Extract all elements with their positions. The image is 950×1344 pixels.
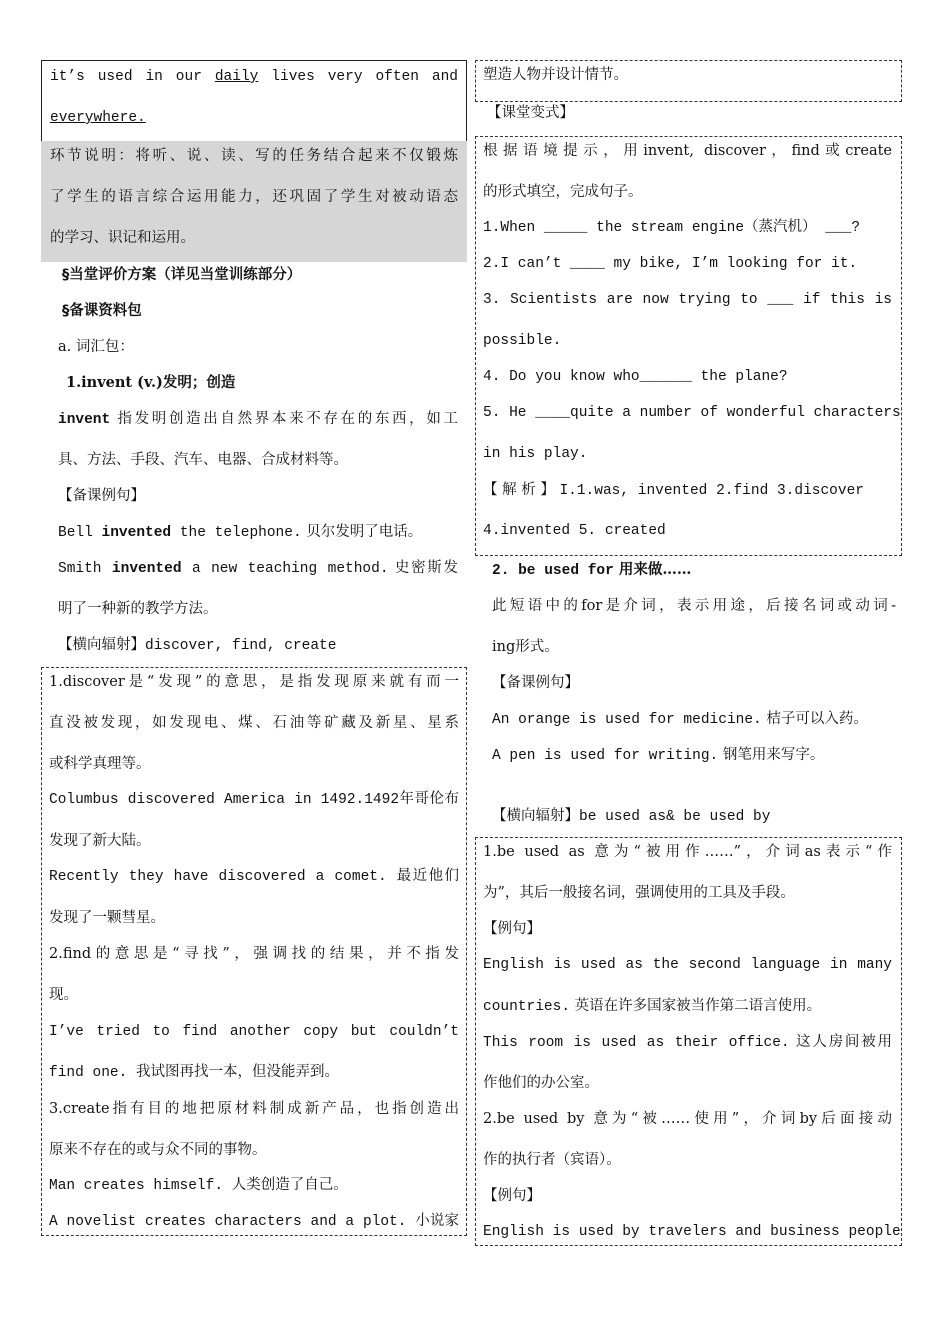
variation-label: 【课堂变式】 bbox=[487, 105, 574, 121]
example-orange: An orange is used for medicine. 桔子可以入药。 bbox=[492, 711, 868, 728]
box-line: find one. 我试图再找一本，但没能弄到。 bbox=[49, 1065, 340, 1081]
box-line: 3.create指有目的地把原材料制成新产品，也指创造出 bbox=[49, 1101, 459, 1117]
box2-line: This room is used as their office. 这人房间被用 bbox=[483, 1034, 892, 1051]
box2-line: 2.be used by 意为“被……使用”，介词by后面接动 bbox=[483, 1111, 892, 1127]
heading-evaluation: §当堂评价方案（详见当堂训练部分） bbox=[62, 267, 302, 283]
box2-line: 【例句】 bbox=[483, 921, 541, 937]
box-line: 发现了一颗彗星。 bbox=[49, 910, 165, 926]
box-line: Man creates himself. 人类创造了自己。 bbox=[49, 1178, 348, 1194]
example-bell: Bell invented the telephone. 贝尔发明了电话。 bbox=[58, 524, 423, 541]
exercise-line: 3. Scientists are now trying to ___ if this is bbox=[483, 292, 892, 308]
box-line: I’ve tried to find another copy but couldn’t bbox=[49, 1024, 459, 1040]
invent-title: 1.invent (v.)发明；创造 bbox=[66, 374, 236, 391]
box-line: 直没被发现，如发现电、煤、石油等矿藏及新星、星系 bbox=[49, 715, 459, 731]
exercise-line: possible. bbox=[483, 333, 562, 349]
invent-desc-1: invent 指发明创造出自然界本来不存在的东西，如工 bbox=[58, 411, 458, 428]
intro-line-1: it’s used in our daily lives very often and bbox=[50, 69, 458, 85]
box-line: 或科学真理等。 bbox=[49, 756, 151, 772]
exercise-line: in his play. bbox=[483, 446, 588, 462]
answer-line-2: 4.invented 5. created bbox=[483, 523, 666, 539]
example-smith-2: 明了一种新的教学方法。 bbox=[58, 601, 218, 617]
note-line-1: 环节说明：将听、说、读、写的任务结合起来不仅锻炼 bbox=[50, 148, 458, 164]
box-line: A novelist creates characters and a plot. 小说家 bbox=[49, 1214, 459, 1230]
right-top-line: 塑造人物并设计情节。 bbox=[483, 67, 628, 83]
used-for-desc-2: ing形式。 bbox=[492, 639, 559, 655]
exercise-line: 的形式填空，完成句子。 bbox=[483, 184, 643, 200]
exercise-line: 5. He ____quite a number of wonderful characters bbox=[483, 405, 901, 421]
box-line: 发现了新大陆。 bbox=[49, 833, 151, 849]
heading-pack: §备课资料包 bbox=[62, 303, 142, 319]
box2-line: 为”，其后一般接名词，强调使用的工具及手段。 bbox=[483, 885, 795, 901]
box2-line: 1.be used as 意为“被用作……”，介词as表示“作 bbox=[483, 844, 892, 860]
note-line-3: 的学习、识记和运用。 bbox=[50, 230, 195, 246]
exercise-line: 1.When _____ the stream engine（蒸汽机） ___? bbox=[483, 220, 861, 236]
box2-line: English is used by travelers and business people bbox=[483, 1224, 901, 1240]
box-line: 现。 bbox=[49, 987, 78, 1003]
box2-line: English is used as the second language in many bbox=[483, 957, 892, 973]
invent-desc-2: 具、方法、手段、汽车、电器、合成材料等。 bbox=[58, 452, 348, 468]
used-for-title: 2. be used for 用来做…… bbox=[492, 561, 692, 579]
example-pen: A pen is used for writing. 钢笔用来写字。 bbox=[492, 747, 825, 764]
box-line: 2.find的意思是“寻找”，强调找的结果，并不指发 bbox=[49, 946, 459, 962]
note-line-2: 了学生的语言综合运用能力，还巩固了学生对被动语态 bbox=[50, 189, 458, 205]
box-line: Columbus discovered America in 1492.1492年哥伦布 bbox=[49, 792, 459, 808]
examples-label-left: 【备课例句】 bbox=[58, 488, 145, 504]
vocab-label: a. 词汇包： bbox=[58, 339, 134, 355]
used-for-desc-1: 此短语中的for是介词，表示用途，后接名词或动词- bbox=[492, 598, 896, 614]
box2-line: 【例句】 bbox=[483, 1188, 541, 1204]
examples-label-right: 【备课例句】 bbox=[492, 675, 579, 691]
box-line: 原来不存在的或与众不同的事物。 bbox=[49, 1142, 267, 1158]
box2-line: 作他们的办公室。 bbox=[483, 1075, 599, 1091]
example-smith-1: Smith invented a new teaching method. 史密斯发 bbox=[58, 560, 458, 577]
box2-line: countries. 英语在许多国家被当作第二语言使用。 bbox=[483, 998, 822, 1015]
answer-line: 【 解 析 】 I.1.was, invented 2.find 3.discover bbox=[483, 482, 864, 499]
box2-line: 作的执行者（宾语）。 bbox=[483, 1152, 621, 1168]
box-line: Recently they have discovered a comet. 最近他们 bbox=[49, 869, 459, 885]
exercise-line: 根据语境提示，用invent, discover，find或create bbox=[483, 143, 892, 159]
radiation-left: 【横向辐射】discover, find, create bbox=[58, 637, 337, 654]
box-line: 1.discover是“发现”的意思，是指发现原来就有而一 bbox=[49, 674, 459, 690]
intro-line-2: everywhere. bbox=[50, 110, 146, 126]
radiation-right: 【横向辐射】be used as& be used by bbox=[492, 808, 771, 825]
exercise-line: 4. Do you know who______ the plane? bbox=[483, 369, 788, 385]
exercise-line: 2.I can’t ____ my bike, I’m looking for it. bbox=[483, 256, 858, 272]
